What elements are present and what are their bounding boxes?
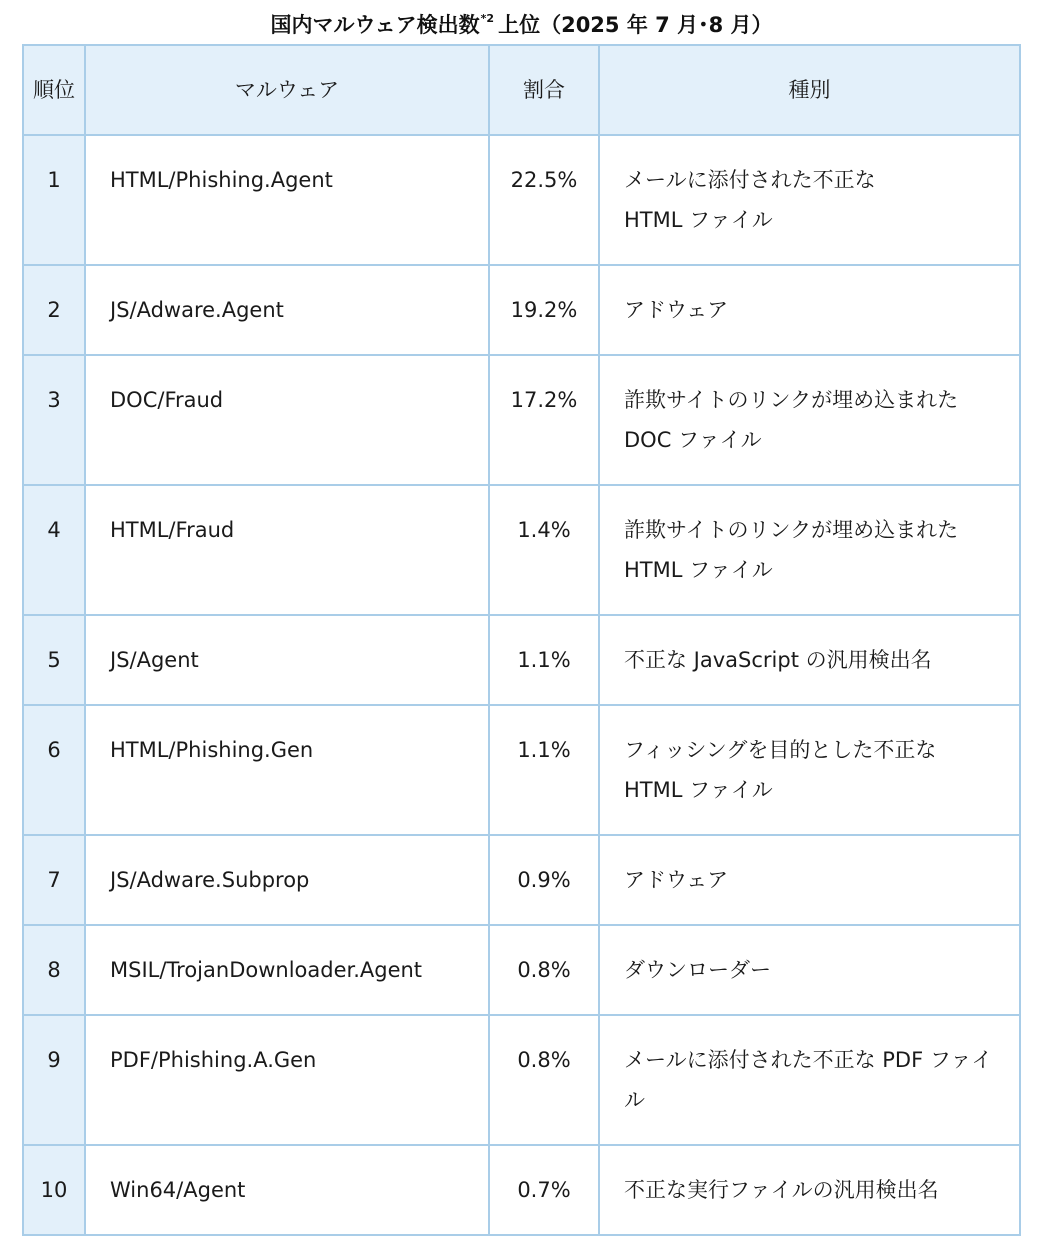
header-kind: 種別: [599, 45, 1020, 135]
malware-name-cell: Win64/Agent: [85, 1145, 489, 1235]
kind-line: HTML ファイル: [624, 558, 773, 582]
ratio-cell: 0.9%: [489, 835, 599, 925]
kind-line: アドウェア: [624, 298, 729, 322]
kind-cell: [599, 135, 1020, 265]
rank-cell: 5: [23, 615, 85, 705]
table-row: [23, 1015, 1020, 1145]
malware-name-cell: DOC/Fraud: [85, 355, 489, 485]
table-row: [23, 135, 1020, 265]
malware-name-cell: HTML/Phishing.Agent: [85, 135, 489, 265]
malware-name-cell: HTML/Fraud: [85, 485, 489, 615]
table-row: [23, 615, 1020, 705]
kind-line: DOC ファイル: [624, 428, 762, 452]
kind-line: アドウェア: [624, 868, 729, 892]
kind-cell: [599, 355, 1020, 485]
rank-cell: 4: [23, 485, 85, 615]
table-title: [0, 6, 1043, 42]
kind-line: フィッシングを目的とした不正な: [624, 738, 937, 762]
header-malware: マルウェア: [85, 45, 489, 135]
malware-name-cell: JS/Adware.Subprop: [85, 835, 489, 925]
kind-cell: [599, 705, 1020, 835]
kind-line: 詐欺サイトのリンクが埋め込まれた: [624, 518, 959, 542]
kind-line: メールに添付された不正な PDF ファイル: [624, 1048, 993, 1112]
ratio-cell: 1.1%: [489, 705, 599, 835]
kind-cell: [599, 265, 1020, 355]
header-row: [23, 45, 1020, 135]
rank-cell: 7: [23, 835, 85, 925]
rank-cell: 9: [23, 1015, 85, 1145]
table-row: [23, 485, 1020, 615]
table-row: [23, 1145, 1020, 1235]
ratio-cell: 0.7%: [489, 1145, 599, 1235]
kind-cell: [599, 615, 1020, 705]
rank-cell: 2: [23, 265, 85, 355]
kind-cell: [599, 1145, 1020, 1235]
rank-cell: 10: [23, 1145, 85, 1235]
ratio-cell: 0.8%: [489, 1015, 599, 1145]
kind-line: ダウンローダー: [624, 958, 771, 982]
kind-cell: [599, 1015, 1020, 1145]
rank-cell: 6: [23, 705, 85, 835]
kind-line: 詐欺サイトのリンクが埋め込まれた: [624, 388, 959, 412]
ratio-cell: 1.4%: [489, 485, 599, 615]
ratio-cell: 19.2%: [489, 265, 599, 355]
malware-name-cell: HTML/Phishing.Gen: [85, 705, 489, 835]
ratio-cell: 0.8%: [489, 925, 599, 1015]
table-row: [23, 705, 1020, 835]
header-rank: 順位: [23, 45, 85, 135]
kind-line: 不正な実行ファイルの汎用検出名: [624, 1178, 939, 1202]
kind-line: メールに添付された不正な: [624, 168, 876, 192]
rank-cell: 3: [23, 355, 85, 485]
malware-name-cell: MSIL/TrojanDownloader.Agent: [85, 925, 489, 1015]
table-row: [23, 925, 1020, 1015]
table-row: [23, 355, 1020, 485]
kind-line: HTML ファイル: [624, 208, 773, 232]
title-superscript: *2: [480, 11, 495, 25]
ratio-cell: 1.1%: [489, 615, 599, 705]
table-row: [23, 265, 1020, 355]
kind-line: 不正な JavaScript の汎用検出名: [624, 648, 932, 672]
table-body: [23, 135, 1020, 1235]
ratio-cell: 17.2%: [489, 355, 599, 485]
header-ratio: 割合: [489, 45, 599, 135]
title-main: 国内マルウェア検出数: [270, 13, 480, 37]
ratio-cell: 22.5%: [489, 135, 599, 265]
malware-name-cell: JS/Adware.Agent: [85, 265, 489, 355]
title-rest: 上位（2025 年 7 月･8 月）: [498, 13, 773, 37]
malware-name-cell: PDF/Phishing.A.Gen: [85, 1015, 489, 1145]
kind-line: HTML ファイル: [624, 778, 773, 802]
kind-cell: [599, 485, 1020, 615]
rank-cell: 1: [23, 135, 85, 265]
malware-name-cell: JS/Agent: [85, 615, 489, 705]
kind-cell: [599, 925, 1020, 1015]
kind-cell: [599, 835, 1020, 925]
malware-ranking-table: [22, 44, 1021, 1236]
rank-cell: 8: [23, 925, 85, 1015]
table-row: [23, 835, 1020, 925]
